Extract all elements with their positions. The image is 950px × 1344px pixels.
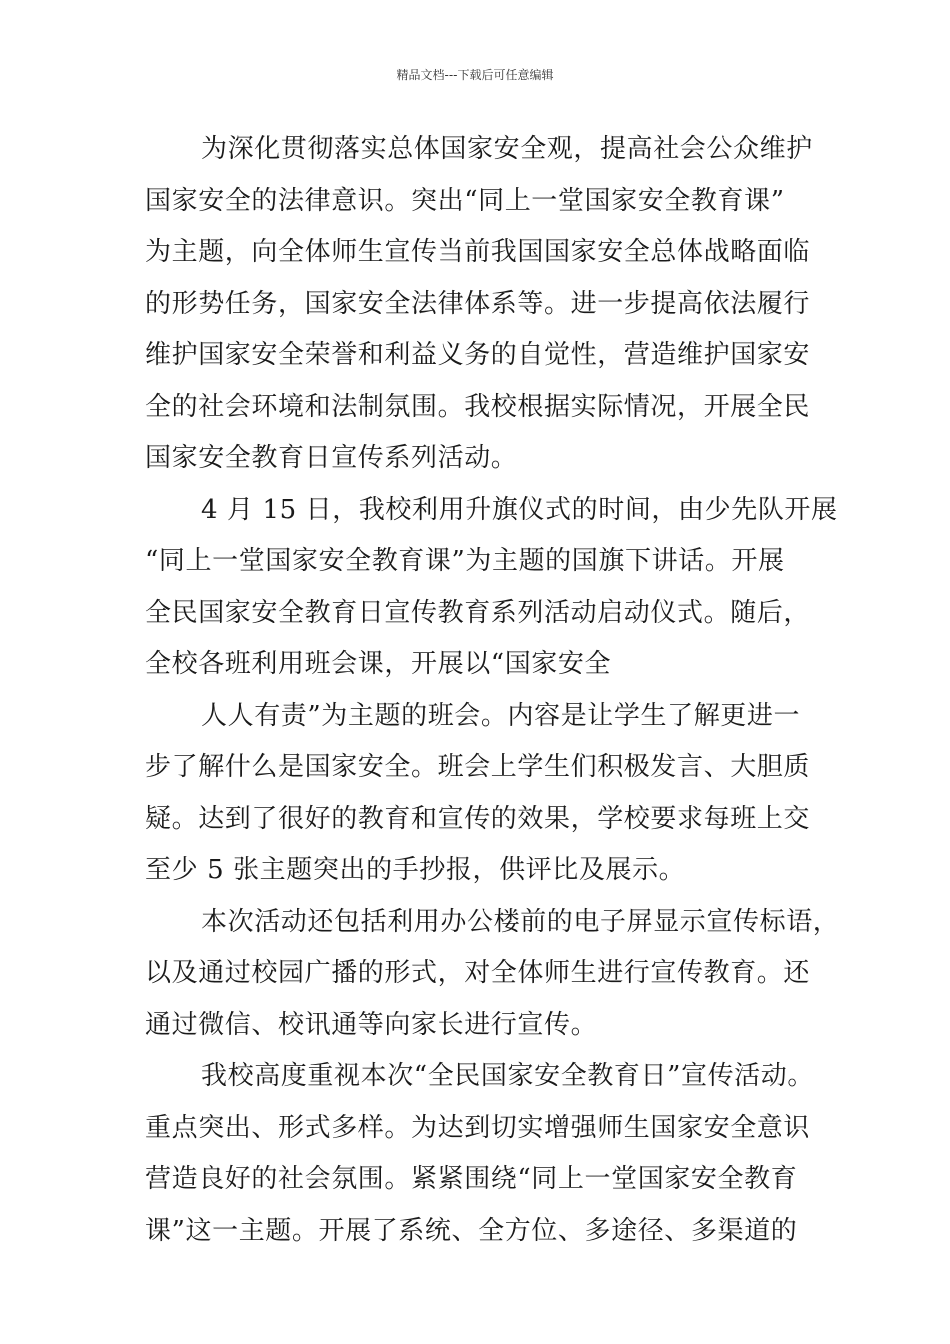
document-body [145,124,840,1257]
text-line: 通过微信、校讯通等向家长进行宣传。 [145,1009,598,1040]
text-line: 至少 5 张主题突出的手抄报，供评比及展示。 [145,855,686,885]
text-line: 为主题，向全体师生宣传当前我国国家安全总体战略面临 [145,237,811,267]
text-line: “同上一堂国家安全教育课”为主题的国旗下讲话。开展 [145,546,785,576]
text-line: 我校高度重视本次“全民国家安全教育日”宣传活动。 [201,1061,814,1091]
text-line: 营造良好的社会氛围。紧紧围绕“同上一堂国家安全教育 [145,1164,798,1194]
text-line: 国家安全的法律意识。突出“同上一堂国家安全教育课” [145,185,785,216]
text-line: 国家安全教育日宣传系列活动。 [145,443,518,473]
text-line: 全的社会环境和法制氛围。我校根据实际情况，开展全民 [145,391,811,422]
text-line: 课”这一主题。开展了系统、全方位、多途径、多渠道的 [145,1215,798,1246]
text-line: 维护国家安全荣誉和利益义务的自觉性，营造维护国家安 [145,340,811,370]
page-header: 精品文档---下载后可任意编辑 [396,68,554,82]
text-line: 4 月 15 日，我校利用升旗仪式的时间，由少先队开展 [201,494,838,525]
text-line: 人人有责”为主题的班会。内容是让学生了解更进一 [201,700,801,731]
text-line: 步了解什么是国家安全。班会上学生们积极发言、大胆质 [145,752,811,782]
text-line: 重点突出、形式多样。为达到切实增强师生国家安全意识 [145,1112,811,1143]
text-line: 全民国家安全教育日宣传教育系列活动启动仪式。随后， [145,597,811,628]
text-line: 本次活动还包括利用办公楼前的电子屏显示宣传标语， [201,906,840,937]
text-line: 为深化贯彻落实总体国家安全观，提高社会公众维护 [201,134,813,164]
text-line: 以及通过校园广播的形式，对全体师生进行宣传教育。还 [145,958,811,988]
text-line: 疑。达到了很好的教育和宣传的效果，学校要求每班上交 [145,803,811,834]
text-line: 的形势任务，国家安全法律体系等。进一步提高依法履行 [145,288,811,319]
text-line: 全校各班利用班会课，开展以“国家安全 [145,649,612,679]
